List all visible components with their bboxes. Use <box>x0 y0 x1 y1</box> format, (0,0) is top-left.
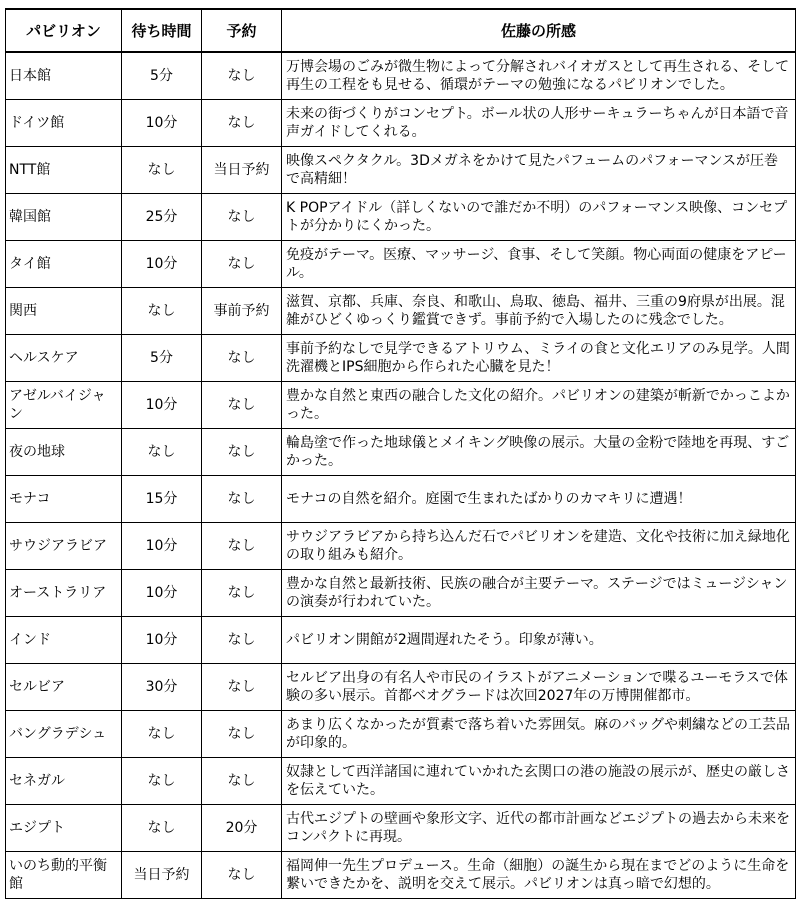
wait-time-cell: 10分 <box>122 522 202 569</box>
pavilion-name-cell: 韓国館 <box>6 193 122 240</box>
comment-cell: あまり広くなかったが質素で落ち着いた雰囲気。麻のバッグや刺繍などの工芸品が印象的。 <box>282 710 796 757</box>
reservation-cell: なし <box>202 99 282 146</box>
wait-time-cell: なし <box>122 146 202 193</box>
table-row <box>6 804 796 851</box>
table-row <box>6 381 796 428</box>
reservation-cell: 当日予約 <box>202 146 282 193</box>
wait-time-cell: 10分 <box>122 381 202 428</box>
pavilion-name-cell: エジプト <box>6 804 122 851</box>
comment-cell: サウジアラビアから持ち込んだ石でパビリオンを建造、文化や技術に加え緑地化の取り組みも紹介。 <box>282 522 796 569</box>
comment-cell: K POPアイドル（詳しくないので誰だか不明）のパフォーマンス映像、コンセプトが分かりにくかった。 <box>282 193 796 240</box>
wait-time-cell: なし <box>122 287 202 334</box>
comment-cell: 事前予約なしで見学できるアトリウム、ミライの食と文化エリアのみ見学。人間洗濯機とIPS細胞から作られた心臓を見た！ <box>282 334 796 381</box>
comment-cell: 豊かな自然と最新技術、民族の融合が主要テーマ。ステージではミュージシャンの演奏が行われていた。 <box>282 569 796 616</box>
reservation-cell: なし <box>202 475 282 522</box>
table-row <box>6 240 796 287</box>
pavilion-name-cell: 日本館 <box>6 52 122 99</box>
wait-time-cell: 25分 <box>122 193 202 240</box>
wait-time-cell: 5分 <box>122 52 202 99</box>
reservation-cell: なし <box>202 851 282 898</box>
wait-time-cell: なし <box>122 710 202 757</box>
comment-cell: 未来の街づくりがコンセプト。ボール状の人形サーキュラーちゃんが日本語で音声ガイドしてくれる。 <box>282 99 796 146</box>
comment-cell: 奴隷として西洋諸国に連れていかれた玄関口の港の施設の展示が、歴史の厳しさを伝えていた。 <box>282 757 796 804</box>
wait-time-cell: 30分 <box>122 663 202 710</box>
pavilion-name-cell: NTT館 <box>6 146 122 193</box>
pavilion-name-cell: セルビア <box>6 663 122 710</box>
header-row <box>6 9 796 52</box>
comment-cell: 輪島塗で作った地球儀とメイキング映像の展示。大量の金粉で陸地を再現、すごかった。 <box>282 428 796 475</box>
reservation-cell: なし <box>202 381 282 428</box>
reservation-cell: 20分 <box>202 804 282 851</box>
wait-time-cell: 10分 <box>122 99 202 146</box>
pavilion-name-cell: ドイツ館 <box>6 99 122 146</box>
comment-cell: 滋賀、京都、兵庫、奈良、和歌山、鳥取、徳島、福井、三重の9府県が出展。混雑がひどくゆっくり鑑賞できず。事前予約で入場したのに残念でした。 <box>282 287 796 334</box>
table-row <box>6 99 796 146</box>
table-body <box>6 52 796 898</box>
table-row <box>6 851 796 898</box>
pavilion-name-cell: 関西 <box>6 287 122 334</box>
wait-time-cell: 15分 <box>122 475 202 522</box>
wait-time-cell: 10分 <box>122 240 202 287</box>
table-row <box>6 475 796 522</box>
pavilion-name-cell: バングラデシュ <box>6 710 122 757</box>
reservation-cell: なし <box>202 757 282 804</box>
comment-cell: 豊かな自然と東西の融合した文化の紹介。パビリオンの建築が斬新でかっこよかった。 <box>282 381 796 428</box>
header-reservation: 予約 <box>202 9 282 52</box>
table-row <box>6 522 796 569</box>
wait-time-cell: 5分 <box>122 334 202 381</box>
pavilion-name-cell: アゼルバイジャン <box>6 381 122 428</box>
pavilion-name-cell: インド <box>6 616 122 663</box>
comment-cell: パビリオン開館が2週間遅れたそう。印象が薄い。 <box>282 616 796 663</box>
reservation-cell: なし <box>202 52 282 99</box>
header-comment: 佐藤の所感 <box>282 9 796 52</box>
reservation-cell: 事前予約 <box>202 287 282 334</box>
table-row <box>6 569 796 616</box>
comment-cell: 免疫がテーマ。医療、マッサージ、食事、そして笑顔。物心両面の健康をアピール。 <box>282 240 796 287</box>
table-row <box>6 193 796 240</box>
wait-time-cell: 10分 <box>122 569 202 616</box>
table-row <box>6 428 796 475</box>
reservation-cell: なし <box>202 522 282 569</box>
reservation-cell: なし <box>202 193 282 240</box>
reservation-cell: なし <box>202 240 282 287</box>
table-row <box>6 334 796 381</box>
pavilion-name-cell: モナコ <box>6 475 122 522</box>
pavilion-table <box>5 8 796 899</box>
pavilion-name-cell: タイ館 <box>6 240 122 287</box>
wait-time-cell: なし <box>122 804 202 851</box>
reservation-cell: なし <box>202 710 282 757</box>
comment-cell: セルビア出身の有名人や市民のイラストがアニメーションで喋るユーモラスで体験の多い展示。首都ベオグラードは次回2027年の万博開催都市。 <box>282 663 796 710</box>
wait-time-cell: なし <box>122 428 202 475</box>
wait-time-cell: なし <box>122 757 202 804</box>
reservation-cell: なし <box>202 569 282 616</box>
reservation-cell: なし <box>202 616 282 663</box>
pavilion-name-cell: セネガル <box>6 757 122 804</box>
pavilion-name-cell: オーストラリア <box>6 569 122 616</box>
header-wait-time: 待ち時間 <box>122 9 202 52</box>
comment-cell: モナコの自然を紹介。庭園で生まれたばかりのカマキリに遭遇！ <box>282 475 796 522</box>
table-row <box>6 663 796 710</box>
pavilion-name-cell: 夜の地球 <box>6 428 122 475</box>
table-row <box>6 757 796 804</box>
table-header <box>6 9 796 52</box>
reservation-cell: なし <box>202 663 282 710</box>
table-row <box>6 287 796 334</box>
wait-time-cell: 当日予約 <box>122 851 202 898</box>
header-pavilion: パビリオン <box>6 9 122 52</box>
comment-cell: 万博会場のごみが微生物によって分解されバイオガスとして再生される、そして再生の工程をも見せる、循環がテーマの勉強になるパビリオンでした。 <box>282 52 796 99</box>
pavilion-name-cell: ヘルスケア <box>6 334 122 381</box>
comment-cell: 古代エジプトの壁画や象形文字、近代の都市計画などエジプトの過去から未来をコンパクトに再現。 <box>282 804 796 851</box>
comment-cell: 福岡伸一先生プロデュース。生命（細胞）の誕生から現在までどのように生命を繋いできたかを、説明を交えて展示。パビリオンは真っ暗で幻想的。 <box>282 851 796 898</box>
wait-time-cell: 10分 <box>122 616 202 663</box>
table-row <box>6 146 796 193</box>
comment-cell: 映像スペクタクル。3Dメガネをかけて見たパフュームのパフォーマンスが圧巻で高精細！ <box>282 146 796 193</box>
table-row <box>6 52 796 99</box>
pavilion-name-cell: いのち動的平衡館 <box>6 851 122 898</box>
table-row <box>6 710 796 757</box>
table-row <box>6 616 796 663</box>
reservation-cell: なし <box>202 428 282 475</box>
reservation-cell: なし <box>202 334 282 381</box>
pavilion-name-cell: サウジアラビア <box>6 522 122 569</box>
